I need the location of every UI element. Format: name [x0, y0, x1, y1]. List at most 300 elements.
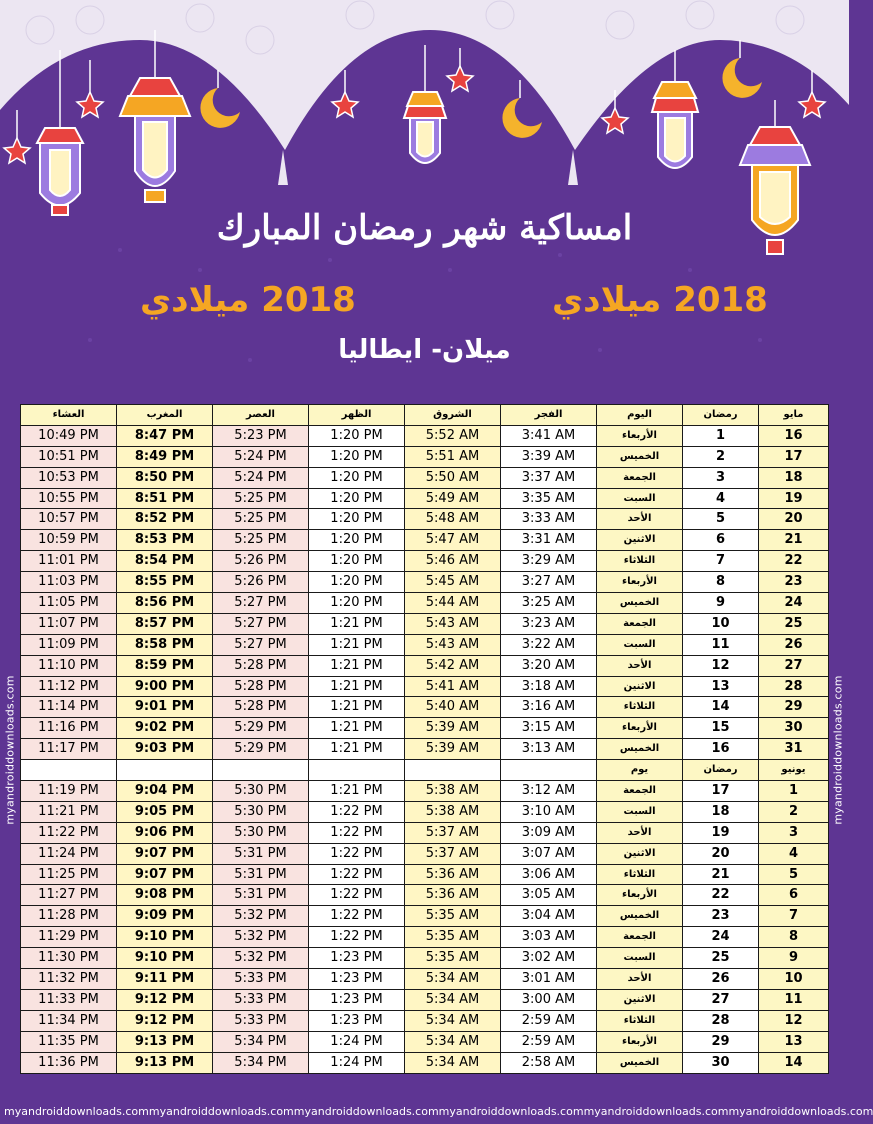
fajr-time: 3:02 AM [501, 948, 597, 969]
fajr-time: 3:20 AM [501, 655, 597, 676]
isha-time: 11:01 PM [21, 551, 117, 572]
asr-time: 5:32 PM [213, 906, 309, 927]
gregorian-day: 14 [759, 1052, 829, 1073]
weekday: السبت [597, 948, 683, 969]
table-row [21, 1031, 829, 1052]
fajr-time: 3:31 AM [501, 530, 597, 551]
table-row [21, 634, 829, 655]
asr-time: 5:33 PM [213, 1010, 309, 1031]
gregorian-day: 13 [759, 1031, 829, 1052]
maghrib-time: 9:05 PM [117, 801, 213, 822]
fajr-time: 3:18 AM [501, 676, 597, 697]
dhuhr-time: 1:20 PM [309, 551, 405, 572]
gregorian-day: 7 [759, 906, 829, 927]
table-row [21, 509, 829, 530]
column-header: العصر [213, 405, 309, 426]
isha-time: 11:24 PM [21, 843, 117, 864]
gregorian-day: 6 [759, 885, 829, 906]
dhuhr-time: 1:22 PM [309, 822, 405, 843]
column-header: الفجر [501, 405, 597, 426]
gregorian-day: 10 [759, 969, 829, 990]
ramadan-day: 18 [683, 801, 759, 822]
ramadan-day: 16 [683, 739, 759, 760]
maghrib-time: 9:10 PM [117, 927, 213, 948]
ramadan-day: 12 [683, 655, 759, 676]
asr-time: 5:32 PM [213, 927, 309, 948]
fajr-time: 3:06 AM [501, 864, 597, 885]
dhuhr-time: 1:20 PM [309, 425, 405, 446]
table-body [21, 425, 829, 1073]
fajr-time: 3:01 AM [501, 969, 597, 990]
asr-time: 5:34 PM [213, 1031, 309, 1052]
table-row [21, 760, 829, 781]
asr-time: 5:33 PM [213, 989, 309, 1010]
fajr-time: 3:04 AM [501, 906, 597, 927]
gregorian-day: 3 [759, 822, 829, 843]
gregorian-day: 28 [759, 676, 829, 697]
maghrib-time: 9:02 PM [117, 718, 213, 739]
isha-time: 11:25 PM [21, 864, 117, 885]
column-header: العشاء [21, 405, 117, 426]
isha-time: 11:03 PM [21, 572, 117, 593]
table-row [21, 718, 829, 739]
ramadan-day: 7 [683, 551, 759, 572]
maghrib-time: 9:10 PM [117, 948, 213, 969]
fajr-time: 3:09 AM [501, 822, 597, 843]
maghrib-time: 9:09 PM [117, 906, 213, 927]
isha-time: 11:35 PM [21, 1031, 117, 1052]
shuruq-time: 5:39 AM [405, 718, 501, 739]
asr-time: 5:27 PM [213, 634, 309, 655]
shuruq-time: 5:38 AM [405, 781, 501, 802]
shuruq-time: 5:43 AM [405, 634, 501, 655]
shuruq-time: 5:51 AM [405, 446, 501, 467]
ramadan-day: 9 [683, 593, 759, 614]
weekday: السبت [597, 488, 683, 509]
table-row [21, 739, 829, 760]
shuruq-time: 5:36 AM [405, 864, 501, 885]
weekday: الاثنين [597, 989, 683, 1010]
weekday: الثلاثاء [597, 1010, 683, 1031]
isha-time: 11:19 PM [21, 781, 117, 802]
ramadan-day: 23 [683, 906, 759, 927]
weekday: الأربعاء [597, 885, 683, 906]
weekday: الخميس [597, 906, 683, 927]
page-title: امساكية شهر رمضان المبارك [216, 208, 633, 248]
gregorian-day: 25 [759, 613, 829, 634]
table-row [21, 467, 829, 488]
gregorian-day: 20 [759, 509, 829, 530]
asr-time: 5:27 PM [213, 613, 309, 634]
fajr-time: 3:25 AM [501, 593, 597, 614]
fajr-time: 2:58 AM [501, 1052, 597, 1073]
column-header: المغرب [117, 405, 213, 426]
shuruq-time: 5:34 AM [405, 969, 501, 990]
ramadan-day: 15 [683, 718, 759, 739]
asr-time: 5:24 PM [213, 446, 309, 467]
asr-time: 5:30 PM [213, 801, 309, 822]
dhuhr-time: 1:22 PM [309, 927, 405, 948]
table-row [21, 593, 829, 614]
ramadan-day: 11 [683, 634, 759, 655]
isha-time: 10:49 PM [21, 425, 117, 446]
fajr-time: 3:05 AM [501, 885, 597, 906]
table-row [21, 989, 829, 1010]
ramadan-day: 25 [683, 948, 759, 969]
gregorian-day: 11 [759, 989, 829, 1010]
asr-time: 5:28 PM [213, 655, 309, 676]
weekday: الثلاثاء [597, 864, 683, 885]
table-row [21, 488, 829, 509]
isha-time: 11:36 PM [21, 1052, 117, 1073]
weekday: الثلاثاء [597, 697, 683, 718]
fajr-time: 3:13 AM [501, 739, 597, 760]
gregorian-day: يونيو [759, 760, 829, 781]
maghrib-time: 9:06 PM [117, 822, 213, 843]
maghrib-time: 8:54 PM [117, 551, 213, 572]
maghrib-time: 8:50 PM [117, 467, 213, 488]
maghrib-time: 9:08 PM [117, 885, 213, 906]
ramadan-day: 27 [683, 989, 759, 1010]
table-row [21, 697, 829, 718]
dhuhr-time: 1:23 PM [309, 969, 405, 990]
watermark-right: myandroiddownloads.com [831, 675, 845, 825]
dhuhr-time: 1:21 PM [309, 739, 405, 760]
dhuhr-time: 1:22 PM [309, 801, 405, 822]
shuruq-time: 5:37 AM [405, 822, 501, 843]
weekday: يوم [597, 760, 683, 781]
gregorian-day: 24 [759, 593, 829, 614]
gregorian-day: 5 [759, 864, 829, 885]
prayer-times-table [20, 404, 829, 1074]
maghrib-time: 8:53 PM [117, 530, 213, 551]
ramadan-day: 22 [683, 885, 759, 906]
maghrib-time: 8:51 PM [117, 488, 213, 509]
table-row [21, 551, 829, 572]
gregorian-day: 23 [759, 572, 829, 593]
shuruq-time: 5:45 AM [405, 572, 501, 593]
isha-time: 11:12 PM [21, 676, 117, 697]
footer-watermark: myandroiddownloads.com [438, 1104, 584, 1118]
shuruq-time: 5:47 AM [405, 530, 501, 551]
dhuhr-time: 1:21 PM [309, 718, 405, 739]
shuruq-time: 5:50 AM [405, 467, 501, 488]
gregorian-day: 17 [759, 446, 829, 467]
shuruq-time: 5:37 AM [405, 843, 501, 864]
fajr-time: 3:23 AM [501, 613, 597, 634]
fajr-time: 3:15 AM [501, 718, 597, 739]
ramadan-day: 2 [683, 446, 759, 467]
ramadan-day: 13 [683, 676, 759, 697]
ramadan-day: 28 [683, 1010, 759, 1031]
isha-time: 11:34 PM [21, 1010, 117, 1031]
weekday: الخميس [597, 593, 683, 614]
table-row [21, 655, 829, 676]
maghrib-time: 8:52 PM [117, 509, 213, 530]
asr-time: 5:33 PM [213, 969, 309, 990]
weekday: الجمعة [597, 613, 683, 634]
weekday: الأحد [597, 655, 683, 676]
table-row [21, 446, 829, 467]
isha-time: 10:51 PM [21, 446, 117, 467]
fajr-time: 2:59 AM [501, 1031, 597, 1052]
isha-time: 11:17 PM [21, 739, 117, 760]
weekday: الجمعة [597, 927, 683, 948]
gregorian-day: 2 [759, 801, 829, 822]
maghrib-time: 9:01 PM [117, 697, 213, 718]
footer-watermark: myandroiddownloads.com [728, 1104, 873, 1118]
maghrib-time: 9:12 PM [117, 1010, 213, 1031]
fajr-time: 3:39 AM [501, 446, 597, 467]
table-row [21, 906, 829, 927]
dhuhr-time: 1:20 PM [309, 509, 405, 530]
gregorian-day: 21 [759, 530, 829, 551]
table-row [21, 781, 829, 802]
shuruq-time: 5:35 AM [405, 948, 501, 969]
asr-time: 5:31 PM [213, 864, 309, 885]
gregorian-day: 19 [759, 488, 829, 509]
header-banner [0, 0, 849, 395]
table-row [21, 676, 829, 697]
dhuhr-time: 1:20 PM [309, 446, 405, 467]
dhuhr-time: 1:21 PM [309, 697, 405, 718]
isha-time: 10:59 PM [21, 530, 117, 551]
asr-time: 5:30 PM [213, 822, 309, 843]
weekday: الاثنين [597, 843, 683, 864]
asr-time: 5:27 PM [213, 593, 309, 614]
asr-time: 5:29 PM [213, 718, 309, 739]
shuruq-time: 5:48 AM [405, 509, 501, 530]
asr-time: 5:32 PM [213, 948, 309, 969]
asr-time [213, 760, 309, 781]
ramadan-day: رمضان [683, 760, 759, 781]
gregorian-day: 12 [759, 1010, 829, 1031]
column-header: الشروق [405, 405, 501, 426]
weekday: الاثنين [597, 530, 683, 551]
fajr-time: 3:12 AM [501, 781, 597, 802]
table-row [21, 1010, 829, 1031]
ramadan-day: 29 [683, 1031, 759, 1052]
isha-time: 11:16 PM [21, 718, 117, 739]
maghrib-time: 8:58 PM [117, 634, 213, 655]
shuruq-time: 5:34 AM [405, 1052, 501, 1073]
fajr-time: 3:03 AM [501, 927, 597, 948]
gregorian-day: 1 [759, 781, 829, 802]
dhuhr-time: 1:21 PM [309, 781, 405, 802]
column-header: رمضان [683, 405, 759, 426]
ramadan-day: 4 [683, 488, 759, 509]
isha-time: 11:10 PM [21, 655, 117, 676]
gregorian-day: 30 [759, 718, 829, 739]
weekday: الاثنين [597, 676, 683, 697]
ramadan-day: 5 [683, 509, 759, 530]
table-row [21, 801, 829, 822]
dhuhr-time: 1:22 PM [309, 885, 405, 906]
ramadan-day: 14 [683, 697, 759, 718]
gregorian-day: 18 [759, 467, 829, 488]
weekday: السبت [597, 634, 683, 655]
weekday: السبت [597, 801, 683, 822]
weekday: الأربعاء [597, 1031, 683, 1052]
asr-time: 5:31 PM [213, 885, 309, 906]
gregorian-day: 27 [759, 655, 829, 676]
table-row [21, 425, 829, 446]
asr-time: 5:23 PM [213, 425, 309, 446]
isha-time: 11:07 PM [21, 613, 117, 634]
table-header [21, 405, 829, 426]
dhuhr-time: 1:21 PM [309, 676, 405, 697]
isha-time: 11:05 PM [21, 593, 117, 614]
gregorian-day: 16 [759, 425, 829, 446]
shuruq-time: 5:34 AM [405, 1031, 501, 1052]
shuruq-time: 5:38 AM [405, 801, 501, 822]
weekday: الجمعة [597, 781, 683, 802]
maghrib-time: 9:12 PM [117, 989, 213, 1010]
gregorian-day: 8 [759, 927, 829, 948]
fajr-time: 3:29 AM [501, 551, 597, 572]
weekday: الخميس [597, 446, 683, 467]
weekday: الأحد [597, 822, 683, 843]
dhuhr-time: 1:24 PM [309, 1052, 405, 1073]
maghrib-time: 8:57 PM [117, 613, 213, 634]
maghrib-time: 9:07 PM [117, 843, 213, 864]
asr-time: 5:34 PM [213, 1052, 309, 1073]
shuruq-time: 5:41 AM [405, 676, 501, 697]
city-label: ميلان- ايطاليا [338, 335, 511, 365]
gregorian-day: 29 [759, 697, 829, 718]
fajr-time: 3:16 AM [501, 697, 597, 718]
asr-time: 5:24 PM [213, 467, 309, 488]
shuruq-time: 5:35 AM [405, 906, 501, 927]
isha-time: 11:29 PM [21, 927, 117, 948]
ramadan-day: 10 [683, 613, 759, 634]
footer-watermark: myandroiddownloads.com [4, 1104, 149, 1118]
fajr-time: 3:41 AM [501, 425, 597, 446]
weekday: الثلاثاء [597, 551, 683, 572]
asr-time: 5:28 PM [213, 676, 309, 697]
header-row [21, 405, 829, 426]
shuruq-time: 5:49 AM [405, 488, 501, 509]
year-label-right: 2018 ميلادي [552, 280, 768, 320]
weekday: الخميس [597, 739, 683, 760]
shuruq-time: 5:40 AM [405, 697, 501, 718]
ramadan-day: 3 [683, 467, 759, 488]
shuruq-time: 5:34 AM [405, 989, 501, 1010]
ramadan-day: 30 [683, 1052, 759, 1073]
maghrib-time: 8:47 PM [117, 425, 213, 446]
maghrib-time: 9:13 PM [117, 1052, 213, 1073]
dhuhr-time: 1:21 PM [309, 634, 405, 655]
maghrib-time: 9:03 PM [117, 739, 213, 760]
ramadan-day: 6 [683, 530, 759, 551]
dhuhr-time: 1:21 PM [309, 613, 405, 634]
weekday: الأربعاء [597, 718, 683, 739]
column-header: اليوم [597, 405, 683, 426]
dhuhr-time: 1:20 PM [309, 593, 405, 614]
dhuhr-time: 1:21 PM [309, 655, 405, 676]
dhuhr-time: 1:23 PM [309, 948, 405, 969]
gregorian-day: 22 [759, 551, 829, 572]
column-header: مايو [759, 405, 829, 426]
dhuhr-time: 1:22 PM [309, 843, 405, 864]
shuruq-time: 5:34 AM [405, 1010, 501, 1031]
shuruq-time: 5:42 AM [405, 655, 501, 676]
table-row [21, 572, 829, 593]
dhuhr-time: 1:22 PM [309, 906, 405, 927]
asr-time: 5:31 PM [213, 843, 309, 864]
table-row [21, 843, 829, 864]
dhuhr-time: 1:22 PM [309, 864, 405, 885]
weekday: الأربعاء [597, 425, 683, 446]
shuruq-time: 5:36 AM [405, 885, 501, 906]
maghrib-time: 9:07 PM [117, 864, 213, 885]
year-label-left: 2018 ميلادي [140, 280, 356, 320]
table-row [21, 1052, 829, 1073]
ramadan-day: 26 [683, 969, 759, 990]
weekday: الأحد [597, 509, 683, 530]
ramadan-day: 24 [683, 927, 759, 948]
ramadan-day: 1 [683, 425, 759, 446]
asr-time: 5:26 PM [213, 572, 309, 593]
ramadan-day: 19 [683, 822, 759, 843]
isha-time [21, 760, 117, 781]
isha-time: 11:33 PM [21, 989, 117, 1010]
weekday: الأربعاء [597, 572, 683, 593]
shuruq-time: 5:35 AM [405, 927, 501, 948]
dhuhr-time: 1:24 PM [309, 1031, 405, 1052]
isha-time: 11:22 PM [21, 822, 117, 843]
fajr-time [501, 760, 597, 781]
fajr-time: 3:35 AM [501, 488, 597, 509]
isha-time: 10:55 PM [21, 488, 117, 509]
footer-watermark: myandroiddownloads.com [293, 1104, 439, 1118]
table-row [21, 613, 829, 634]
maghrib-time: 9:00 PM [117, 676, 213, 697]
isha-time: 11:27 PM [21, 885, 117, 906]
footer-watermarks [0, 1100, 873, 1122]
fajr-time: 3:22 AM [501, 634, 597, 655]
dhuhr-time: 1:20 PM [309, 488, 405, 509]
isha-time: 11:30 PM [21, 948, 117, 969]
isha-time: 11:09 PM [21, 634, 117, 655]
maghrib-time: 9:11 PM [117, 969, 213, 990]
isha-time: 10:53 PM [21, 467, 117, 488]
gregorian-day: 26 [759, 634, 829, 655]
dhuhr-time: 1:20 PM [309, 530, 405, 551]
maghrib-time [117, 760, 213, 781]
shuruq-time: 5:44 AM [405, 593, 501, 614]
shuruq-time: 5:43 AM [405, 613, 501, 634]
fajr-time: 2:59 AM [501, 1010, 597, 1031]
weekday: الخميس [597, 1052, 683, 1073]
asr-time: 5:26 PM [213, 551, 309, 572]
gregorian-day: 4 [759, 843, 829, 864]
maghrib-time: 8:56 PM [117, 593, 213, 614]
fajr-time: 3:07 AM [501, 843, 597, 864]
dhuhr-time: 1:23 PM [309, 1010, 405, 1031]
fajr-time: 3:37 AM [501, 467, 597, 488]
maghrib-time: 8:59 PM [117, 655, 213, 676]
shuruq-time [405, 760, 501, 781]
weekday: الأحد [597, 969, 683, 990]
asr-time: 5:29 PM [213, 739, 309, 760]
maghrib-time: 8:49 PM [117, 446, 213, 467]
column-header: الظهر [309, 405, 405, 426]
asr-time: 5:25 PM [213, 509, 309, 530]
maghrib-time: 9:13 PM [117, 1031, 213, 1052]
table-row [21, 530, 829, 551]
maghrib-time: 8:55 PM [117, 572, 213, 593]
